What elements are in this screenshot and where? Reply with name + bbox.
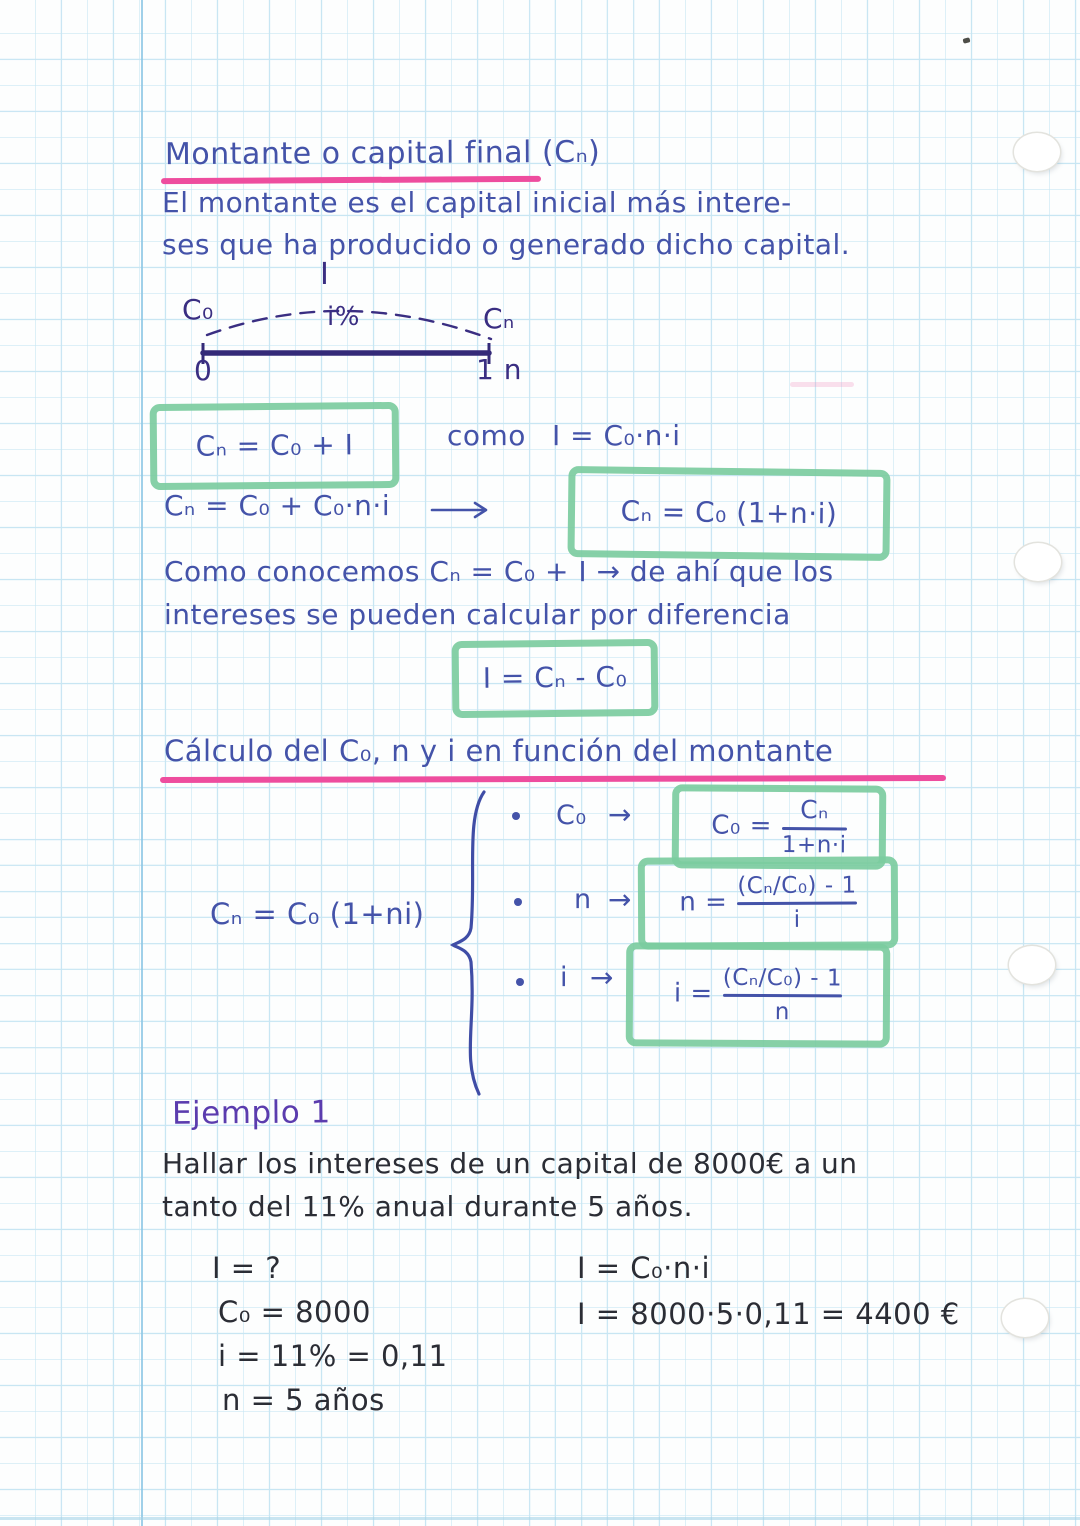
note-line-1: Como conocemos Cₙ = C₀ + I → de ahí que los xyxy=(164,555,834,588)
section-heading-underline xyxy=(160,775,946,783)
case-i-arrow: → xyxy=(590,961,614,994)
formula-sum: Cₙ = C₀ + I xyxy=(195,428,354,463)
fraction-denominator: i xyxy=(793,906,801,933)
diagram-interest-label: I xyxy=(320,257,330,292)
formula-difference: I = Cₙ - C₀ xyxy=(482,660,628,696)
fraction-denominator: 1+n·i xyxy=(781,831,847,859)
note-line-2: intereses se pueden calcular por diferencia xyxy=(164,598,791,631)
example-statement-2: tanto del 11% anual durante 5 años. xyxy=(162,1190,693,1223)
bullet-dot xyxy=(512,812,520,820)
pink-smudge xyxy=(790,382,854,387)
hole-punch xyxy=(1002,1299,1048,1337)
case-n-lhs: n = xyxy=(679,887,728,918)
pen-speck xyxy=(962,37,970,44)
curly-brace xyxy=(446,788,492,1098)
case-n-var: n xyxy=(574,884,592,915)
example-solution-formula: I = C₀·n·i xyxy=(577,1251,711,1285)
case-n-box xyxy=(638,856,898,949)
expanded-row xyxy=(164,490,492,522)
formula-box-sum xyxy=(150,402,400,490)
formula-box-factored xyxy=(567,466,890,561)
example-solution-result: I = 8000·5·0,11 = 4400 € xyxy=(577,1297,960,1331)
intro-line-2: ses que ha producido o generado dicho capital. xyxy=(162,228,851,261)
formula-expanded: Cₙ = C₀ + C₀·n·i xyxy=(164,489,391,522)
diagram-rate-label: i% xyxy=(327,302,360,332)
diagram-tick-one-n: 1 n xyxy=(476,353,522,386)
page-bottom-edge xyxy=(0,1517,1080,1520)
diagram-tick-zero: 0 xyxy=(194,354,213,387)
como-word: como xyxy=(447,419,526,452)
case-co-arrow: → xyxy=(608,798,632,831)
example-given-interest: I = ? xyxy=(212,1251,282,1285)
margin-rule-line xyxy=(141,0,143,1526)
fraction-bar xyxy=(723,993,842,997)
diagram-capital-end: Cₙ xyxy=(483,302,515,335)
case-n-arrow: → xyxy=(608,883,632,916)
example-given-years: n = 5 años xyxy=(222,1383,385,1417)
fraction-denominator: n xyxy=(774,998,790,1025)
case-co-lhs: C₀ = xyxy=(711,810,773,841)
fraction-numerator: Cₙ xyxy=(800,795,829,825)
hole-punch xyxy=(1009,946,1055,984)
case-i-var: i xyxy=(560,962,569,993)
title-underline xyxy=(161,176,541,184)
base-formula: Cₙ = C₀ (1+ni) xyxy=(210,897,425,931)
example-given-capital: C₀ = 8000 xyxy=(218,1295,371,1329)
example-given-rate: i = 11% = 0,11 xyxy=(218,1339,448,1373)
example-heading: Ejemplo 1 xyxy=(171,1094,331,1132)
intro-line-1: El montante es el capital inicial más intere- xyxy=(162,186,792,219)
como-row xyxy=(447,420,681,452)
bullet-dot xyxy=(514,898,522,906)
diagram-capital-start: C₀ xyxy=(182,293,214,326)
hole-punch xyxy=(1014,133,1060,171)
example-statement-1: Hallar los intereses de un capital de 8000€ a un xyxy=(162,1147,858,1180)
bullet-dot xyxy=(516,978,524,986)
hole-punch xyxy=(1015,543,1061,581)
fraction-bar xyxy=(737,901,856,905)
fraction-numerator: (Cₙ/C₀) - 1 xyxy=(722,964,843,992)
section-heading: Cálculo del C₀, n y i en función del montante xyxy=(164,734,834,768)
formula-interest: I = C₀·n·i xyxy=(551,419,681,452)
formula-factored: Cₙ = C₀ (1+n·i) xyxy=(620,495,838,531)
case-co-fraction xyxy=(782,796,847,859)
fraction-bar xyxy=(782,827,847,830)
case-i-box xyxy=(626,942,891,1047)
case-n-fraction xyxy=(737,873,857,933)
case-i-fraction xyxy=(723,965,843,1025)
fraction-numerator: (Cₙ/C₀) - 1 xyxy=(737,872,857,900)
case-i-lhs: i = xyxy=(673,978,713,1009)
formula-box-difference xyxy=(452,639,659,718)
case-co-var: C₀ xyxy=(556,800,587,831)
page-title: Montante o capital final (Cₙ) xyxy=(164,134,601,173)
long-right-arrow-icon xyxy=(430,501,492,519)
